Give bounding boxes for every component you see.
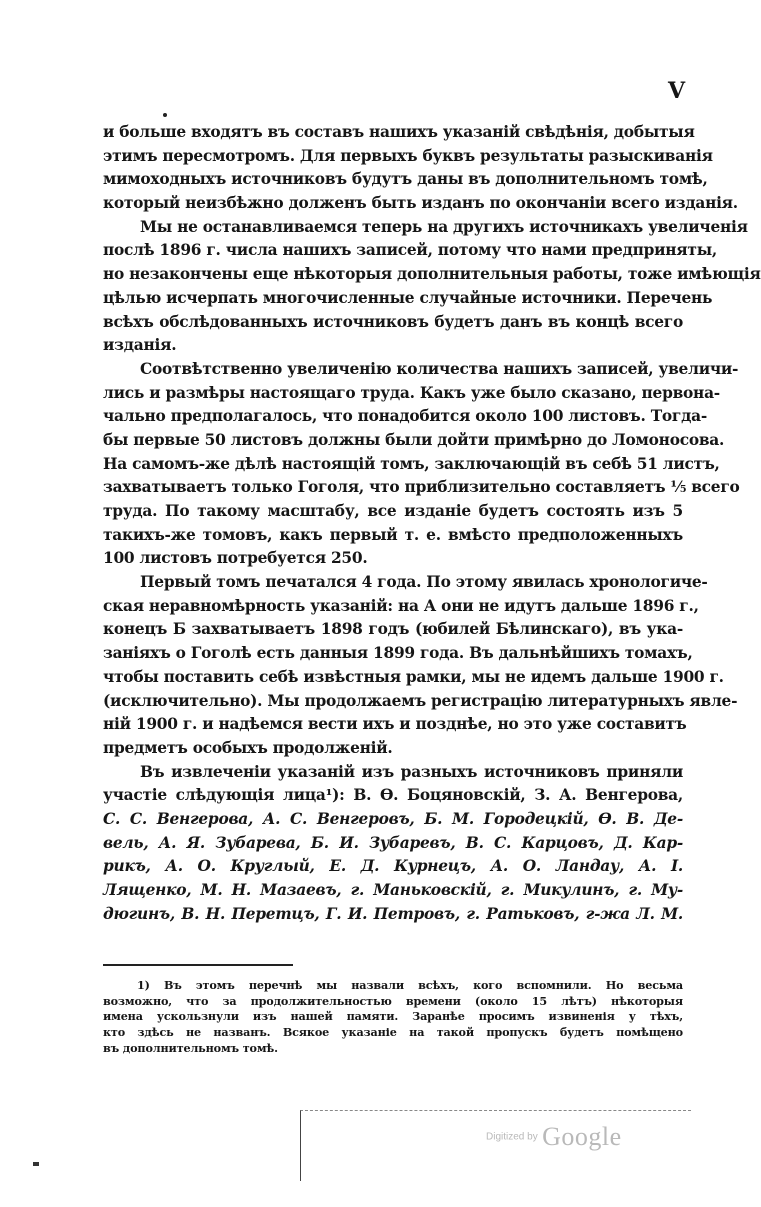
text-line: рикъ, А. О. Круглый, Е. Д. Курнецъ, А. О. Ландау, А. I. xyxy=(103,857,683,876)
text-line: Мы не останавливаемся теперь на другихъ источникахъ увеличенія xyxy=(140,217,748,236)
text-line: труда. По такому масштабу, все изданіе будетъ состоять изъ 5 xyxy=(103,502,683,520)
watermark-small-text: Digitized by xyxy=(486,1131,538,1143)
footnote-divider xyxy=(103,964,293,966)
text-line: 100 листовъ потребуется 250. xyxy=(103,549,368,568)
text-line: Лященко, М. Н. Мазаевъ, г. Маньковскій, г. Микулинъ, г. Му- xyxy=(103,881,683,899)
text-line: цѣлью исчерпать многочисленные случайные источники. Перечень xyxy=(103,288,713,307)
digitized-by-google-watermark xyxy=(486,1122,622,1152)
print-speck xyxy=(163,113,167,117)
footnote-line: возможно, что за продолжительностью времени (около 15 лѣтъ) нѣкоторыя xyxy=(103,993,683,1008)
scan-edge-mark xyxy=(33,1162,39,1166)
text-line: ній 1900 г. и надѣемся вести ихъ и позднѣе, но это уже составитъ xyxy=(103,715,687,734)
text-line: послѣ 1896 г. числа нашихъ записей, потому что нами предприняты, xyxy=(103,241,718,260)
text-line: Въ извлеченіи указаній изъ разныхъ источниковъ приняли xyxy=(140,762,683,781)
watermark-logo-text: Google xyxy=(542,1122,622,1151)
text-line: С. С. Венгерова, А. С. Венгеровъ, Б. М. Городецкій, Ѳ. В. Де- xyxy=(103,809,683,828)
text-line: который неизбѣжно долженъ быть изданъ по окончаніи всего изданія. xyxy=(103,194,738,213)
text-line: такихъ-же томовъ, какъ первый т. е. вмѣсто предположенныхъ xyxy=(103,525,683,544)
text-line: и больше входятъ въ составъ нашихъ указаній свѣдѣнія, добытыя xyxy=(103,123,695,141)
text-line: всѣхъ обслѣдованныхъ источниковъ будетъ данъ въ концѣ всего xyxy=(103,312,683,331)
footnote-line: кто здѣсь не названъ. Всякое указаніе на такой пропускъ будетъ помѣщено xyxy=(103,1025,683,1040)
footnote-line: имена ускользнули изъ нашей памяти. Заранѣе просимъ извиненія у тѣхъ, xyxy=(103,1009,683,1024)
text-line: изданія. xyxy=(103,336,177,355)
text-line: чтобы поставить себѣ извѣстныя рамки, мы не идемъ дальше 1900 г. xyxy=(103,667,724,686)
footnote-line: въ дополнительномъ томѣ. xyxy=(103,1040,278,1055)
text-line: захватываетъ только Гоголя, что приблизительно составляетъ ⅕ всего xyxy=(103,478,740,497)
text-line: этимъ пересмотромъ. Для первыхъ буквъ результаты разыскиванія xyxy=(103,146,713,165)
text-line: Соотвѣтственно увеличенію количества нашихъ записей, увеличи- xyxy=(140,359,739,378)
text-line: бы первые 50 листовъ должны были дойти примѣрно до Ломоносова. xyxy=(103,430,725,449)
text-line: мимоходныхъ источниковъ будутъ даны въ дополнительномъ томѣ, xyxy=(103,170,708,189)
text-line: заніяхъ о Гоголѣ есть данныя 1899 года. Въ дальнѣйшихъ томахъ, xyxy=(103,644,693,663)
footnote xyxy=(103,978,683,1056)
text-line: Первый томъ печатался 4 года. По этому явилась хронологиче- xyxy=(140,573,708,592)
text-line: чально предполагалось, что понадобится около 100 листовъ. Тогда- xyxy=(103,407,707,426)
text-line: дюгинъ, В. Н. Перетцъ, Г. И. Петровъ, г. Ратьковъ, г-жа Л. М. xyxy=(103,904,683,923)
text-line: лись и размѣры настоящаго труда. Какъ уже было сказано, первона- xyxy=(103,383,720,402)
text-line: участіе слѣдующія лица¹): В. Ѳ. Боцяновскій, З. А. Венгерова, xyxy=(103,786,683,805)
text-line: (исключительно). Мы продолжаемъ регистрацію литературныхъ явле- xyxy=(103,691,738,710)
text-line: На самомъ-же дѣлѣ настоящій томъ, заключающій въ себѣ 51 листъ, xyxy=(103,454,720,473)
text-line: предметъ особыхъ продолженій. xyxy=(103,738,393,757)
page-number: V xyxy=(668,78,686,104)
text-line: ская неравномѣрность указаній: на А они не идутъ дальше 1896 г., xyxy=(103,596,699,615)
text-line: но незакончены еще нѣкоторыя дополнительныя работы, тоже имѣющія xyxy=(103,265,761,284)
body-text xyxy=(103,121,761,926)
text-line: конецъ Б захватываетъ 1898 годъ (юбилей Бѣлинскаго), въ ука- xyxy=(103,620,683,639)
text-line: вель, А. Я. Зубарева, Б. И. Зубаревъ, В. С. Карцовъ, Д. Кар- xyxy=(103,833,683,852)
footnote-line: 1) Въ этомъ перечнѣ мы назвали всѣхъ, кого вспомнили. Но весьма xyxy=(137,978,683,992)
